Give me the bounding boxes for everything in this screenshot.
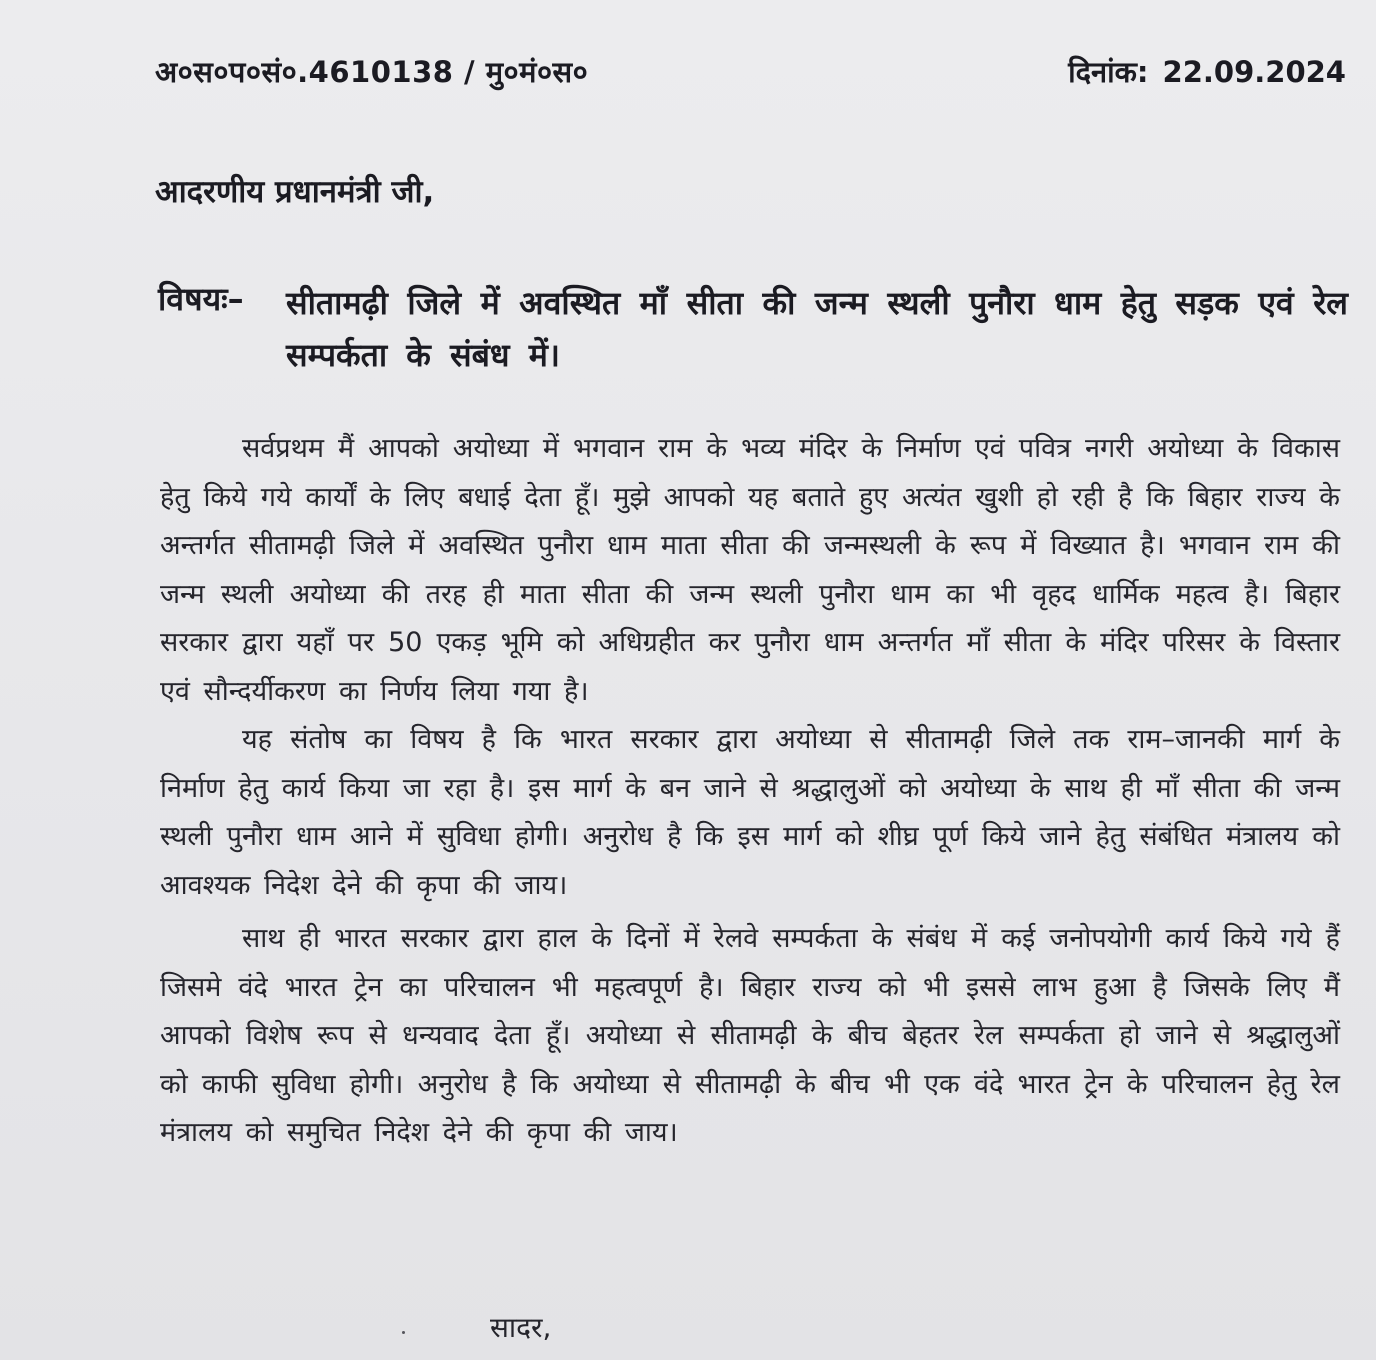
paragraph-3: साथ ही भारत सरकार द्वारा हाल के दिनों में रेलवे सम्पर्कता के संबंध में कई जनोपयोगी कार्य किये गये हैं जिसमे वंदे भारत ट्रेन का परिचालन भी महत्वपूर्ण है। बिहार राज्य को भी इससे लाभ हुआ है जिसके लिए मैं आपको विशेष रूप से धन्यवाद देता हूँ। अयोध्या से सीतामढ़ी के बीच बेहतर रेल सम्पर्कता हो जाने से श्रद्धालुओं को काफी सुविधा होगी। अनुरोध है कि अयोध्या से सीतामढ़ी के बीच भी एक वंदे भारत ट्रेन के परिचालन हेतु रेल मंत्रालय को समुचित निदेश देने की कृपा की जाय। bbox=[160, 923, 1340, 1148]
subject-block bbox=[158, 277, 1348, 381]
date-value: 22.09.2024 bbox=[1162, 55, 1346, 89]
subject-text: सीतामढ़ी जिले में अवस्थित माँ सीता की जन्म स्थली पुनौरा धाम हेतु सड़क एवं रेल सम्पर्कता के संबंध में। bbox=[286, 284, 1348, 374]
letter-body bbox=[160, 425, 1340, 1158]
date-label: दिनांक: bbox=[1068, 55, 1149, 89]
paragraph-2: यह संतोष का विषय है कि भारत सरकार द्वारा अयोध्या से सीतामढ़ी जिले तक राम–जानकी मार्ग के निर्माण हेतु कार्य किया जा रहा है। इस मार्ग के बन जाने से श्रद्धालुओं को अयोध्या के साथ ही माँ सीता की जन्म स्थली पुनौरा धाम आने में सुविधा होगी। अनुरोध है कि इस मार्ग को शीघ्र पूर्ण किये जाने हेतु संबंधित मंत्रालय को आवश्यक निदेश देने की कृपा की जाय। bbox=[160, 724, 1340, 901]
paper-speck bbox=[402, 1331, 405, 1334]
paragraph-1: सर्वप्रथम मैं आपको अयोध्या में भगवान राम के भव्य मंदिर के निर्माण एवं पवित्र नगरी अयोध्या के विकास हेतु किये गये कार्यों के लिए बधाई देता हूँ। मुझे आपको यह बताते हुए अत्यंत खुशी हो रही है कि बिहार राज्य के अन्तर्गत सीतामढ़ी जिले में अवस्थित पुनौरा धाम माता सीता की जन्मस्थली के रूप में विख्यात है। भगवान राम की जन्म स्थली अयोध्या की तरह ही माता सीता की जन्म स्थली पुनौरा धाम का भी वृहद धार्मिक महत्व है। बिहार सरकार द्वारा यहाँ पर 50 एकड़ भूमि को अधिग्रहीत कर पुनौरा धाम अन्तर्गत माँ सीता के मंदिर परिसर के विस्तार एवं सौन्दर्यीकरण का निर्णय लिया गया है। bbox=[160, 433, 1340, 707]
subject-label: विषयः– bbox=[158, 280, 244, 318]
date-line bbox=[1068, 52, 1346, 91]
closing: सादर, bbox=[490, 1311, 552, 1344]
salutation: आदरणीय प्रधानमंत्री जी, bbox=[155, 174, 435, 210]
reference-number: अ०स०प०सं०.4610138 / मु०मं०स० bbox=[155, 55, 589, 89]
